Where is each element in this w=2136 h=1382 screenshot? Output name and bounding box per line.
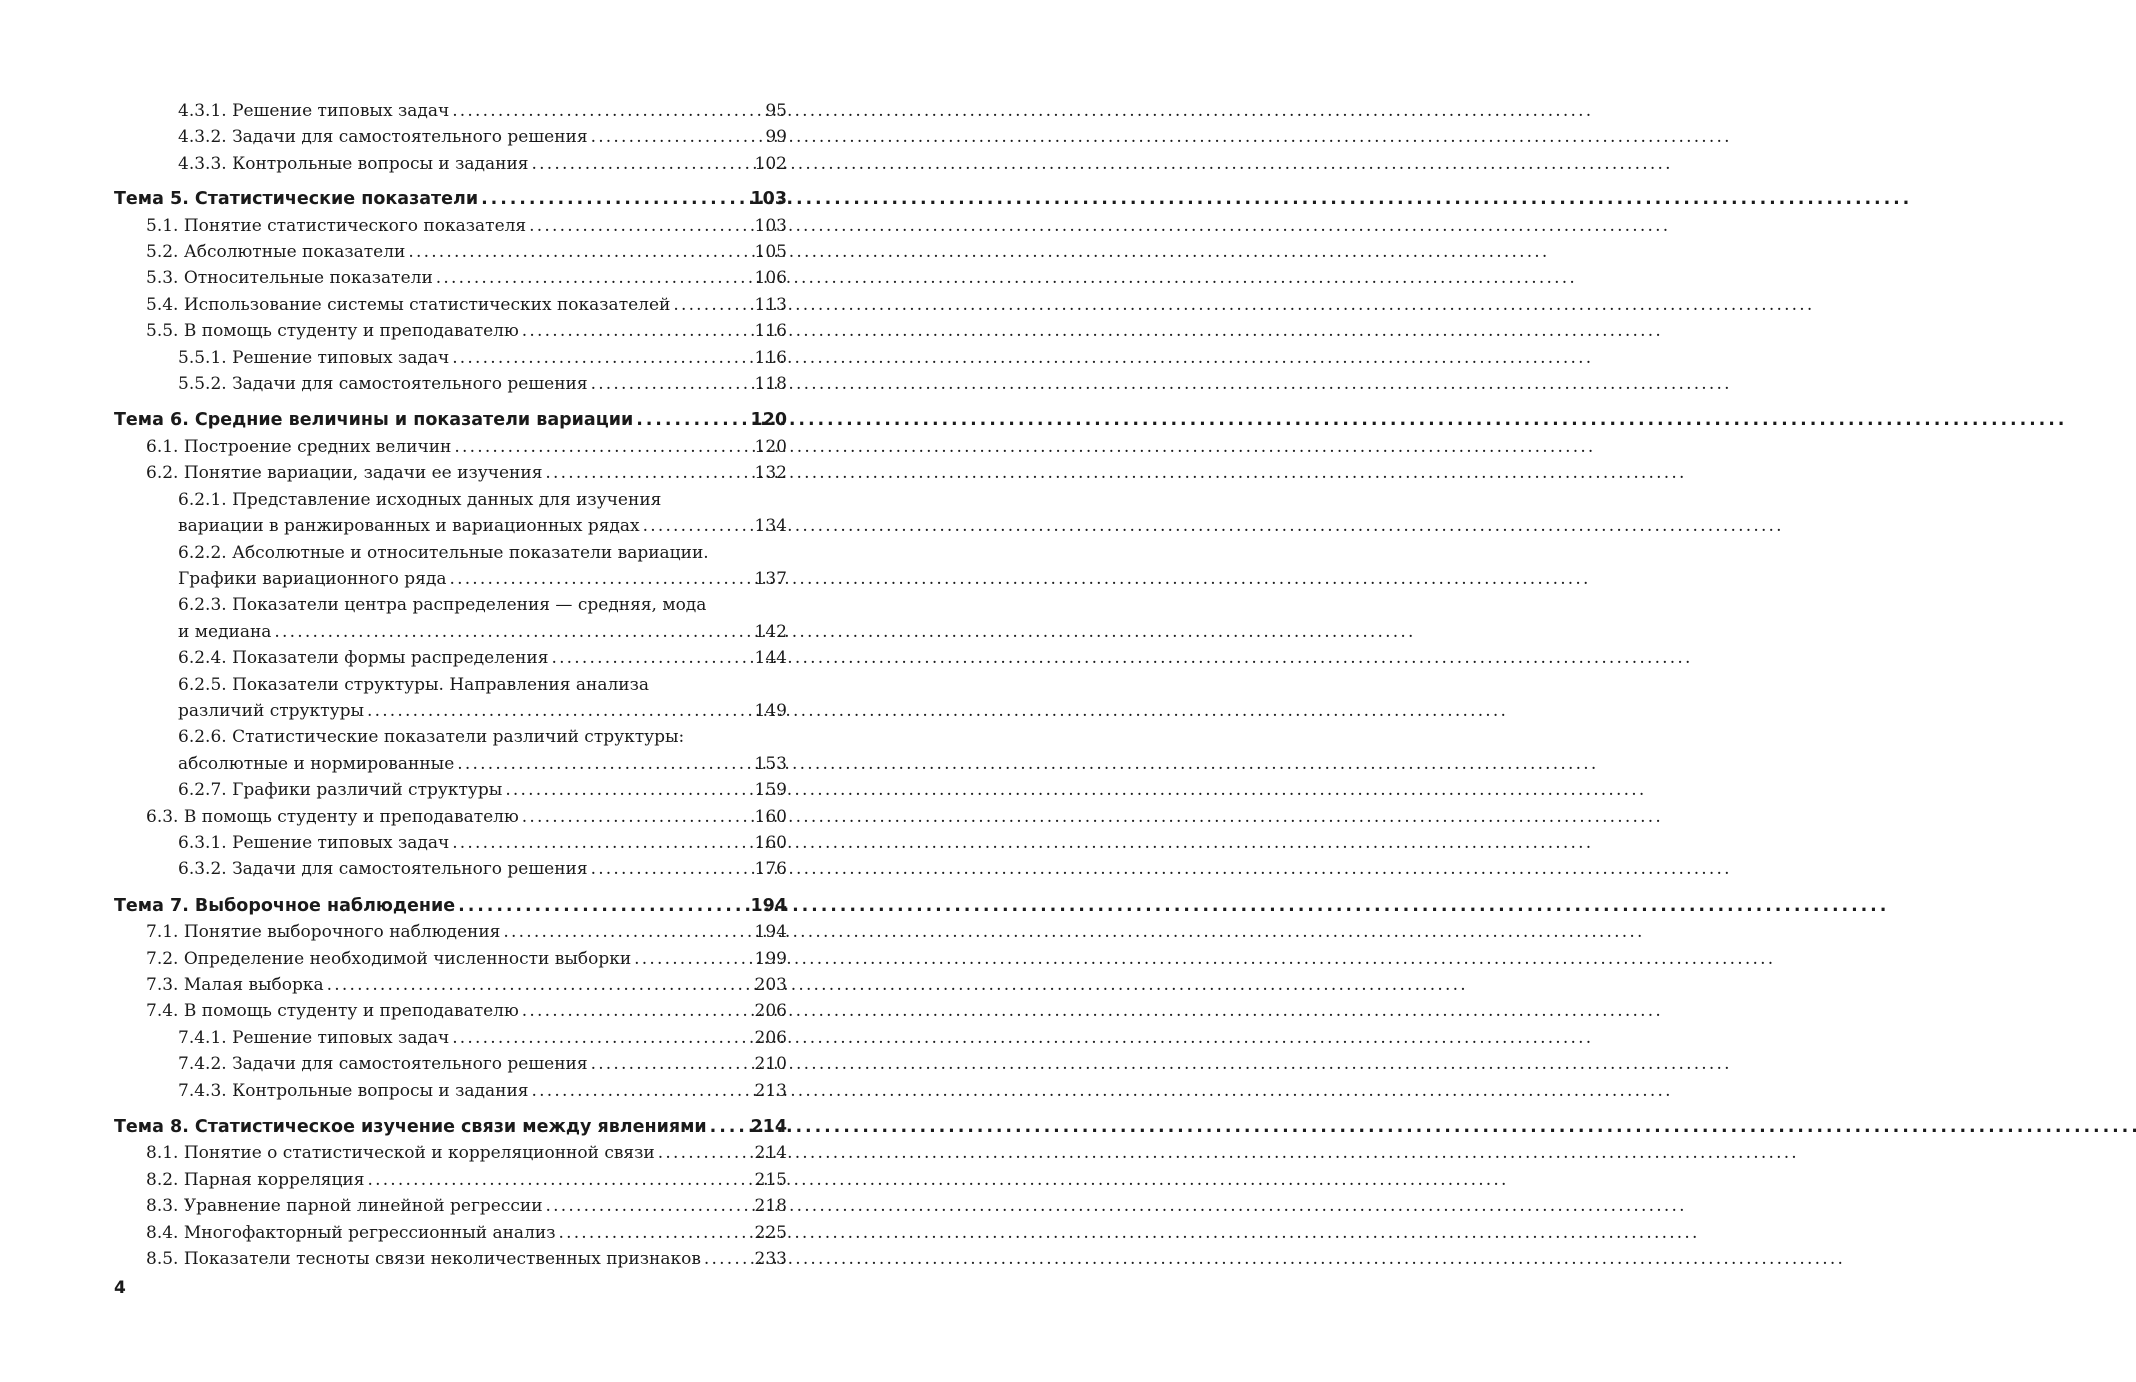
toc-entry-page: 218 xyxy=(754,1196,787,1217)
dot-leader xyxy=(452,345,751,371)
toc-entry-page: 116 xyxy=(754,347,787,368)
dot-leader xyxy=(546,1193,752,1219)
toc-entry[interactable] xyxy=(146,434,787,460)
toc-entry[interactable] xyxy=(146,946,787,972)
dot-leader xyxy=(367,698,752,724)
toc-entry-title-line1: 6.2.1. Представление исходных данных для изучения xyxy=(178,489,662,510)
dot-leader xyxy=(505,777,751,803)
dot-leader xyxy=(457,751,751,777)
toc-entry[interactable] xyxy=(178,124,787,150)
toc-entry-page: 99 xyxy=(765,127,787,148)
toc-entry-title: 5.2. Абсолютные показатели xyxy=(146,242,406,263)
toc-entry[interactable] xyxy=(178,1078,787,1104)
toc-entry[interactable] xyxy=(178,487,787,540)
toc-entry-title-line1: 6.2.6. Статистические показатели различий структуры: xyxy=(178,727,685,748)
dot-leader xyxy=(529,213,751,239)
toc-chapter[interactable] xyxy=(114,893,787,919)
dot-leader xyxy=(532,151,752,177)
dot-leader xyxy=(545,460,751,486)
toc-entry-page: 105 xyxy=(754,242,787,263)
toc-entry-title: 8.2. Парная корреляция xyxy=(146,1169,365,1190)
toc-entry-page: 206 xyxy=(754,1001,787,1022)
toc-entry-title: 5.4. Использование системы статистических показателей xyxy=(146,294,671,315)
toc-entry-title: 7.3. Малая выборка xyxy=(146,975,324,995)
toc-entry-title: Тема 7. Выборочное наблюдение xyxy=(114,895,456,916)
toc-entry-title: 8.5. Показатели тесноты связи неколичественных признаков xyxy=(146,1249,701,1270)
toc-entry[interactable] xyxy=(178,345,787,371)
toc-entry[interactable] xyxy=(178,540,787,593)
dot-leader xyxy=(551,645,751,671)
toc-entry[interactable] xyxy=(146,1167,787,1193)
toc-entry-page: 160 xyxy=(754,806,787,827)
toc-entry[interactable] xyxy=(146,239,787,265)
toc-entry-page: 120 xyxy=(750,410,787,431)
toc-entry-page: 160 xyxy=(754,832,787,853)
toc-entry[interactable] xyxy=(178,592,787,645)
dot-leader xyxy=(658,1140,752,1166)
toc-entry-page: 144 xyxy=(754,648,787,669)
dot-leader xyxy=(503,919,751,945)
dot-leader xyxy=(591,856,752,882)
toc-entry[interactable] xyxy=(178,151,787,177)
dot-leader xyxy=(522,318,752,344)
toc-chapter[interactable] xyxy=(114,186,787,212)
dot-leader xyxy=(532,1078,752,1104)
toc-entry-page: 203 xyxy=(754,975,787,995)
toc-entry-page: 106 xyxy=(754,268,787,289)
dot-leader xyxy=(673,292,751,318)
dot-leader xyxy=(454,434,751,460)
toc-entry[interactable] xyxy=(178,645,787,671)
toc-entry-page: 120 xyxy=(754,436,787,457)
toc-entry-page: 95 xyxy=(765,101,787,121)
toc-entry-page: 103 xyxy=(754,215,787,236)
dot-leader xyxy=(327,972,752,998)
toc-entry[interactable] xyxy=(178,672,787,725)
toc-entry-page: 215 xyxy=(754,1169,787,1190)
toc-entry-title: 4.3.3. Контрольные вопросы и задания xyxy=(178,153,529,174)
dot-leader xyxy=(408,239,751,265)
toc-entry-title: 7.4. В помощь студенту и преподавателю xyxy=(146,1001,519,1022)
toc-entry-title: 6.2.4. Показатели формы распределения xyxy=(178,648,549,669)
toc-entry[interactable] xyxy=(178,856,787,882)
toc-entry[interactable] xyxy=(178,777,787,803)
toc-entry-title: 7.2. Определение необходимой численности выборки xyxy=(146,948,632,969)
toc-entry-page: 159 xyxy=(754,780,787,801)
toc-entry[interactable] xyxy=(178,371,787,397)
toc-entry-page: 142 xyxy=(754,621,787,642)
toc-entry-page: 113 xyxy=(754,294,787,315)
toc-entry[interactable] xyxy=(146,1220,787,1246)
toc-entry-title: Графики вариационного ряда xyxy=(178,568,447,589)
toc-entry[interactable] xyxy=(178,1051,787,1077)
toc-entry-title: вариации в ранжированных и вариационных рядах xyxy=(178,516,640,537)
toc-entry-page: 102 xyxy=(754,153,787,174)
toc-entry-title: 7.4.1. Решение типовых задач xyxy=(178,1027,450,1048)
toc-entry[interactable] xyxy=(146,919,787,945)
toc-entry-page: 134 xyxy=(754,516,787,537)
toc-entry-title-line1: 6.2.2. Абсолютные и относительные показатели вариации. xyxy=(178,542,709,563)
toc-entry-title: 6.1. Построение средних величин xyxy=(146,436,452,457)
toc-entry[interactable] xyxy=(146,213,787,239)
toc-entry-title: Тема 5. Статистические показатели xyxy=(114,189,479,210)
dot-leader xyxy=(634,946,751,972)
dot-leader xyxy=(452,1025,751,1051)
toc-entry-title-line1: 6.2.3. Показатели центра распределения — средняя, мода xyxy=(178,595,707,616)
toc-entry-title: Тема 8. Статистическое изучение связи между явлениями xyxy=(114,1117,707,1138)
dot-leader xyxy=(367,1167,751,1193)
dot-leader xyxy=(452,830,751,856)
dot-leader xyxy=(481,186,747,212)
dot-leader xyxy=(636,407,747,433)
toc-entry-page: 233 xyxy=(754,1249,787,1270)
toc-entry-page: 149 xyxy=(754,700,787,721)
toc-entry-page: 206 xyxy=(754,1027,787,1048)
toc-entry-title: 4.3.1. Решение типовых задач xyxy=(178,101,450,121)
page-number: 4 xyxy=(114,1278,126,1298)
toc-entry[interactable] xyxy=(146,318,787,344)
toc-entry[interactable] xyxy=(146,998,787,1024)
toc-entry[interactable] xyxy=(146,265,787,291)
toc-entry-title: Тема 6. Средние величины и показатели вариации xyxy=(114,410,634,431)
toc-entry-title: 6.3. В помощь студенту и преподавателю xyxy=(146,806,519,827)
dot-leader xyxy=(452,98,762,124)
toc-entry-page: 103 xyxy=(750,189,787,210)
toc-entry-page: 214 xyxy=(754,1143,787,1164)
toc-entry-page: 176 xyxy=(754,859,787,880)
toc-entry-page: 132 xyxy=(754,463,787,484)
toc-entry-page: 153 xyxy=(754,753,787,774)
toc-entry[interactable] xyxy=(178,830,787,856)
toc-entry-page: 225 xyxy=(754,1222,787,1243)
dot-leader xyxy=(274,619,751,645)
toc-entry-title: 5.5. В помощь студенту и преподавателю xyxy=(146,321,519,342)
toc-entry[interactable] xyxy=(178,98,787,124)
toc-entry-title: 4.3.2. Задачи для самостоятельного решения xyxy=(178,127,588,148)
toc-entry-title: 6.3.1. Решение типовых задач xyxy=(178,832,450,853)
toc-entry-page: 214 xyxy=(750,1117,787,1138)
toc-entry-page: 194 xyxy=(750,895,787,916)
dot-leader xyxy=(522,804,752,830)
toc-entry-page: 199 xyxy=(754,948,787,969)
toc-entry-title: 6.2.7. Графики различий структуры xyxy=(178,780,503,801)
toc-entry-title-line1: 6.2.5. Показатели структуры. Направления анализа xyxy=(178,674,650,695)
toc-entry-page: 116 xyxy=(754,321,787,342)
dot-leader xyxy=(591,124,763,150)
dot-leader xyxy=(704,1246,752,1272)
toc-entry-title: абсолютные и нормированные xyxy=(178,753,455,774)
dot-leader xyxy=(591,1051,752,1077)
dot-leader xyxy=(710,1114,748,1140)
toc-entry-title: 5.1. Понятие статистического показателя xyxy=(146,215,527,236)
dot-leader xyxy=(558,1220,751,1246)
toc-entry-title: 6.3.2. Задачи для самостоятельного решения xyxy=(178,859,588,880)
toc-entry[interactable] xyxy=(146,460,787,486)
toc-entry-page: 213 xyxy=(754,1080,787,1101)
toc-entry-title: 8.4. Многофакторный регрессионный анализ xyxy=(146,1222,556,1243)
toc-chapter[interactable] xyxy=(114,407,787,433)
toc-entry-title: и медиана xyxy=(178,621,272,642)
toc-chapter[interactable] xyxy=(114,1114,787,1140)
toc-entry-page: 194 xyxy=(754,922,787,943)
toc-entry-title: различий структуры xyxy=(178,700,364,721)
toc-entry-title: 7.4.3. Контрольные вопросы и задания xyxy=(178,1080,529,1101)
toc-entry[interactable] xyxy=(146,1246,787,1272)
toc-entry-title: 7.4.2. Задачи для самостоятельного решения xyxy=(178,1054,588,1075)
table-of-contents xyxy=(114,98,787,1272)
dot-leader xyxy=(458,893,747,919)
toc-entry[interactable] xyxy=(146,1193,787,1219)
dot-leader xyxy=(643,513,752,539)
toc-entry[interactable] xyxy=(146,1140,787,1166)
toc-entry[interactable] xyxy=(146,804,787,830)
toc-entry-title: 5.3. Относительные показатели xyxy=(146,268,433,289)
toc-entry-title: 8.3. Уравнение парной линейной регрессии xyxy=(146,1196,543,1217)
dot-leader xyxy=(449,566,751,592)
dot-leader xyxy=(522,998,752,1024)
toc-entry-title: 8.1. Понятие о статистической и корреляционной связи xyxy=(146,1143,655,1164)
toc-entry-page: 137 xyxy=(754,568,787,589)
toc-entry-title: 5.5.2. Задачи для самостоятельного решения xyxy=(178,374,588,395)
toc-entry-page: 210 xyxy=(754,1054,787,1075)
toc-entry[interactable] xyxy=(178,1025,787,1051)
toc-entry-title: 6.2. Понятие вариации, задачи ее изучения xyxy=(146,463,543,484)
toc-entry-page: 118 xyxy=(754,374,787,395)
dot-leader xyxy=(591,371,752,397)
toc-entry[interactable] xyxy=(178,724,787,777)
toc-entry[interactable] xyxy=(146,972,787,998)
toc-entry-title: 7.1. Понятие выборочного наблюдения xyxy=(146,922,501,943)
toc-entry-title: 5.5.1. Решение типовых задач xyxy=(178,347,450,368)
dot-leader xyxy=(436,265,752,291)
toc-entry[interactable] xyxy=(146,292,787,318)
